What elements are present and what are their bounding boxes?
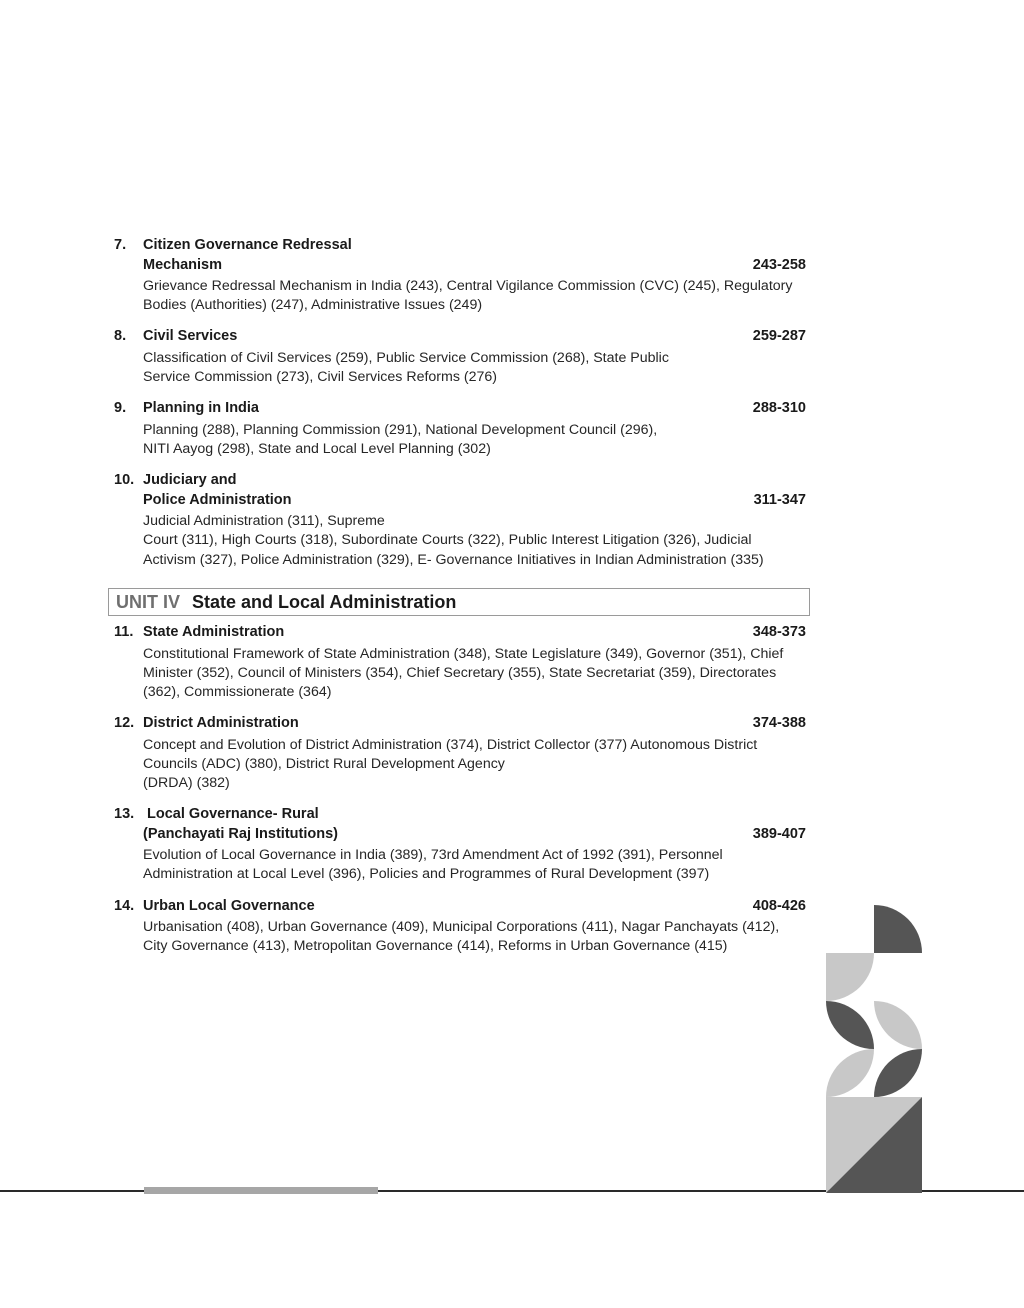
page-range: 288-310 xyxy=(752,400,806,417)
light-leaf-shape-left xyxy=(826,1049,874,1097)
toc-entry xyxy=(114,399,806,459)
chapter-title-line: Judiciary and xyxy=(143,472,237,489)
page-range: 259-287 xyxy=(752,328,806,345)
toc-section-b xyxy=(114,623,806,969)
unit-title: State and Local Administration xyxy=(192,591,457,612)
chapter-number: 9. xyxy=(114,400,127,417)
chapter-topics xyxy=(143,918,806,956)
chapter-topics xyxy=(143,512,806,570)
chapter-title-line: State Administration xyxy=(143,624,285,640)
toc-entry-heading xyxy=(114,805,806,844)
chapter-topics-line: Councils (ADC) (380), District Rural Development Agency xyxy=(143,755,505,772)
toc-entry-heading xyxy=(114,236,806,275)
toc-entry xyxy=(114,623,806,702)
chapter-topics-line: NITI Aayog (298), State and Local Level Planning (302) xyxy=(143,441,491,458)
chapter-title-line: Citizen Governance Redressal xyxy=(143,237,352,253)
chapter-title xyxy=(143,399,753,419)
chapter-topics-line: Urbanisation (408), Urban Governance (409), Municipal Corporations (411), Nagar Panchayats (412), xyxy=(143,919,780,936)
chapter-number: 12. xyxy=(114,715,135,732)
chapter-title xyxy=(143,897,753,917)
chapter-topics-line: Classification of Civil Services (259), Public Service Commission (268), State Public xyxy=(143,349,669,366)
toc-entry-heading xyxy=(114,327,806,347)
toc-entry xyxy=(114,897,806,957)
chapter-topics-line: City Governance (413), Metropolitan Governance (414), Reforms in Urban Governance (415) xyxy=(143,938,728,955)
chapter-number: 8. xyxy=(114,328,127,345)
page-range: 408-426 xyxy=(752,897,806,914)
chapter-topics-line: Grievance Redressal Mechanism in India (243), Central Vigilance Commission (CVC) (245), Regulatory xyxy=(143,278,793,294)
page-range: 311-347 xyxy=(753,491,806,508)
chapter-title-line: Civil Services xyxy=(143,328,238,345)
unit-label: UNIT IV xyxy=(116,591,181,612)
toc-entry xyxy=(114,471,806,570)
dark-quarter-shape-top xyxy=(874,905,922,953)
chapter-topics-line: Bodies (Authorities) (247), Administrative Issues (249) xyxy=(143,297,483,314)
chapter-title xyxy=(143,327,753,347)
toc-entry-heading xyxy=(114,471,806,510)
chapter-title-line: Local Governance- Rural xyxy=(143,806,319,823)
page-range: 348-373 xyxy=(752,624,806,640)
chapter-title xyxy=(143,714,753,734)
chapter-number: 11. xyxy=(114,624,134,640)
page-range: 243-258 xyxy=(752,256,806,273)
chapter-topics-line: Administration at Local Level (396), Policies and Programmes of Rural Development (397) xyxy=(143,866,710,883)
dark-leaf-shape-right xyxy=(874,1049,922,1097)
toc-entry-heading xyxy=(114,623,806,643)
chapter-topics-line: Constitutional Framework of State Administration (348), State Legislature (349), Governor (351), Chief xyxy=(143,645,784,662)
toc-entry-heading xyxy=(114,399,806,419)
chapter-topics xyxy=(143,736,806,794)
chapter-title-line: Urban Local Governance xyxy=(143,897,315,914)
chapter-title xyxy=(143,236,753,275)
toc-entry xyxy=(114,805,806,884)
footer-accent-bar xyxy=(144,1187,378,1194)
chapter-topics-line: Service Commission (273), Civil Services Reforms (276) xyxy=(143,369,497,386)
chapter-number: 13. xyxy=(114,806,135,823)
toc-entry xyxy=(114,236,806,315)
chapter-topics xyxy=(143,349,806,387)
toc-entry-heading xyxy=(114,897,806,917)
chapter-title xyxy=(143,623,753,643)
chapter-title xyxy=(143,805,753,844)
page-range: 374-388 xyxy=(752,715,806,732)
toc-entry xyxy=(114,714,806,793)
unit-header xyxy=(108,588,810,616)
chapter-topics-line: Evolution of Local Governance in India (389), 73rd Amendment Act of 1992 (391), Personnel xyxy=(143,847,723,864)
chapter-topics-line: Planning (288), Planning Commission (291), National Development Council (296), xyxy=(143,421,658,438)
chapter-topics-line: Judicial Administration (311), Supreme xyxy=(143,513,385,530)
chapter-topics xyxy=(143,846,806,884)
toc-entry-heading xyxy=(114,714,806,734)
chapter-topics xyxy=(143,277,806,315)
chapter-topics-line: Court (311), High Courts (318), Subordinate Courts (322), Public Interest Litigation (326), Judicial xyxy=(143,532,752,549)
chapter-title-line: Mechanism xyxy=(143,256,222,273)
chapter-title-line: District Administration xyxy=(143,715,299,732)
chapter-title xyxy=(143,471,754,510)
dark-leaf-shape-left xyxy=(826,1001,874,1049)
chapter-number: 10. xyxy=(114,472,135,489)
toc-entry xyxy=(114,327,806,387)
chapter-title-line: Police Administration xyxy=(143,491,292,508)
chapter-number: 7. xyxy=(114,237,127,253)
chapter-title-line: (Panchayati Raj Institutions) xyxy=(143,825,338,842)
chapter-topics-line: (DRDA) (382) xyxy=(143,775,230,792)
page-range: 389-407 xyxy=(752,825,806,842)
chapter-topics-line: Concept and Evolution of District Administration (374), District Collector (377) Autonomous District xyxy=(143,736,758,753)
chapter-topics-line: Activism (327), Police Administration (329), E- Governance Initiatives in Indian Administration (335) xyxy=(143,551,764,568)
chapter-topics xyxy=(143,645,806,703)
chapter-topics-line: Minister (352), Council of Ministers (354), Chief Secretary (355), State Secretariat (359), Directorates xyxy=(143,664,777,681)
chapter-topics xyxy=(143,421,806,459)
light-quarter-shape xyxy=(826,953,874,1001)
toc-section-a xyxy=(114,236,806,582)
chapter-number: 14. xyxy=(114,897,135,914)
light-leaf-shape xyxy=(874,1001,922,1049)
chapter-topics-line: (362), Commissionerate (364) xyxy=(143,683,332,700)
chapter-title-line: Planning in India xyxy=(143,400,259,417)
decorative-shapes-graphic xyxy=(826,905,922,1193)
